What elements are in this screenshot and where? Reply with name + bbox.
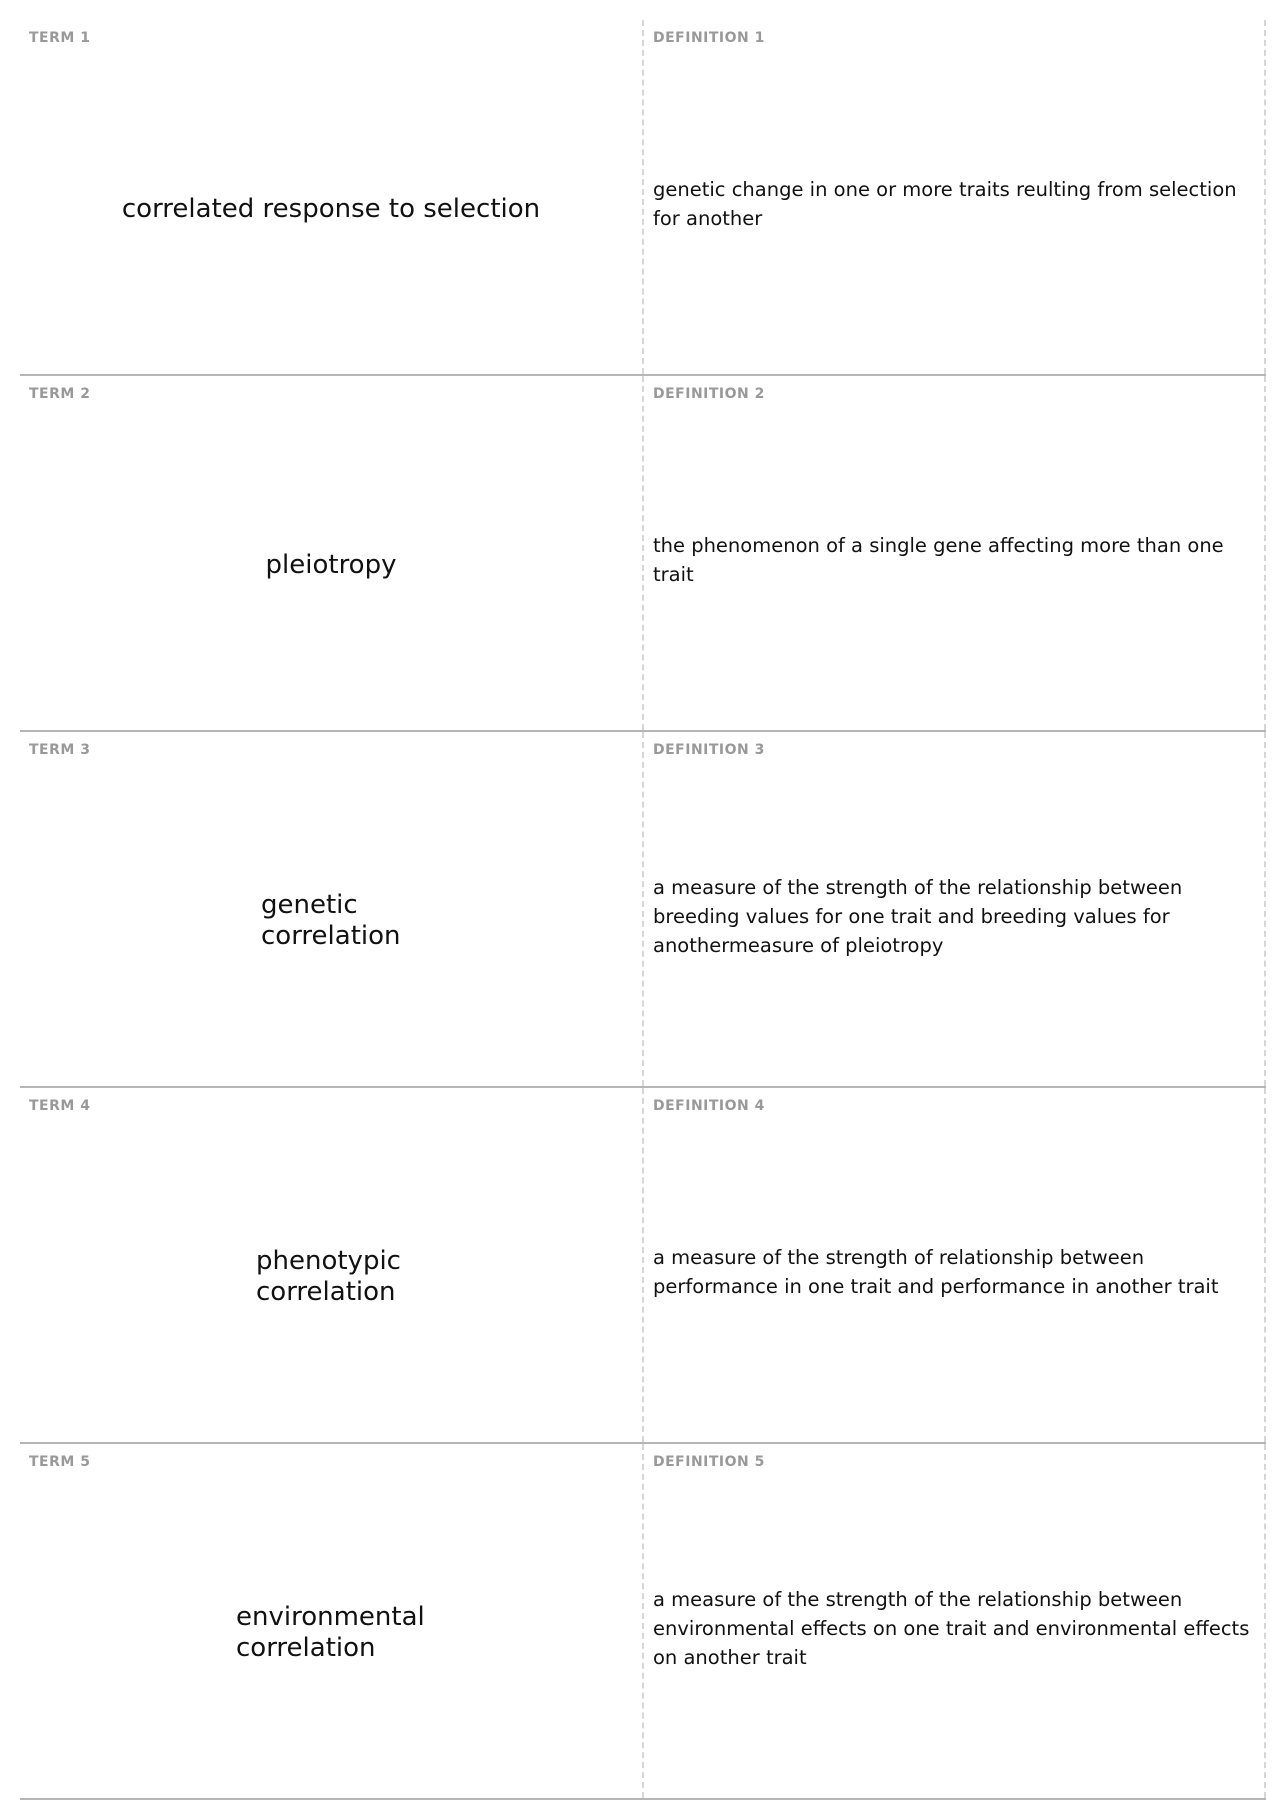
term-cell-2 <box>20 376 644 730</box>
definition-text-5: a measure of the strength of the relationship between environmental effects on one trait and environmental effects on another trait <box>653 1587 1250 1669</box>
definition-cell-3 <box>644 732 1266 1086</box>
definition-label-5: DEFINITION 5 <box>653 1454 765 1470</box>
term-body-2 <box>20 400 642 730</box>
term-text-2: pleiotropy <box>265 549 397 580</box>
definition-cell-5 <box>644 1444 1266 1798</box>
definition-label-1: DEFINITION 1 <box>653 30 765 46</box>
definition-label-4: DEFINITION 4 <box>653 1098 765 1114</box>
term-body-1 <box>20 44 642 374</box>
term-text-5: environmental correlation <box>236 1602 425 1663</box>
term-text-3: genetic correlation <box>261 890 401 951</box>
term-label-5: TERM 5 <box>29 1454 91 1470</box>
definition-label-3: DEFINITION 3 <box>653 742 765 758</box>
card-row-4 <box>20 1088 1266 1444</box>
term-cell-5 <box>20 1444 644 1798</box>
term-body-3 <box>20 756 642 1086</box>
definition-text-3: a measure of the strength of the relationship between breeding values for one trait and breeding values for anothermeasure of pleiotropy <box>653 875 1183 957</box>
definition-text-1: genetic change in one or more traits reulting from selection for another <box>653 178 1237 230</box>
term-body-5 <box>20 1468 642 1798</box>
definition-body-2 <box>653 400 1254 730</box>
flashcard-sheet <box>20 20 1266 1800</box>
term-label-3: TERM 3 <box>29 742 91 758</box>
term-cell-3 <box>20 732 644 1086</box>
definition-text-2: the phenomenon of a single gene affecting more than one trait <box>653 534 1224 586</box>
definition-body-4 <box>653 1112 1254 1442</box>
definition-text-4: a measure of the strength of relationship between performance in one trait and performance in another trait <box>653 1246 1219 1298</box>
card-row-3 <box>20 732 1266 1088</box>
term-label-4: TERM 4 <box>29 1098 91 1114</box>
definition-body-3 <box>653 756 1254 1086</box>
card-row-5 <box>20 1444 1266 1800</box>
definition-cell-2 <box>644 376 1266 730</box>
term-cell-1 <box>20 20 644 374</box>
definition-cell-4 <box>644 1088 1266 1442</box>
card-row-2 <box>20 376 1266 732</box>
card-row-1 <box>20 20 1266 376</box>
term-body-4 <box>20 1112 642 1442</box>
term-text-1: correlated response to selection <box>121 193 541 224</box>
term-label-1: TERM 1 <box>29 30 91 46</box>
definition-body-1 <box>653 44 1254 374</box>
term-text-4: phenotypic correlation <box>256 1246 401 1307</box>
definition-cell-1 <box>644 20 1266 374</box>
definition-body-5 <box>653 1468 1254 1798</box>
definition-label-2: DEFINITION 2 <box>653 386 765 402</box>
term-label-2: TERM 2 <box>29 386 91 402</box>
term-cell-4 <box>20 1088 644 1442</box>
